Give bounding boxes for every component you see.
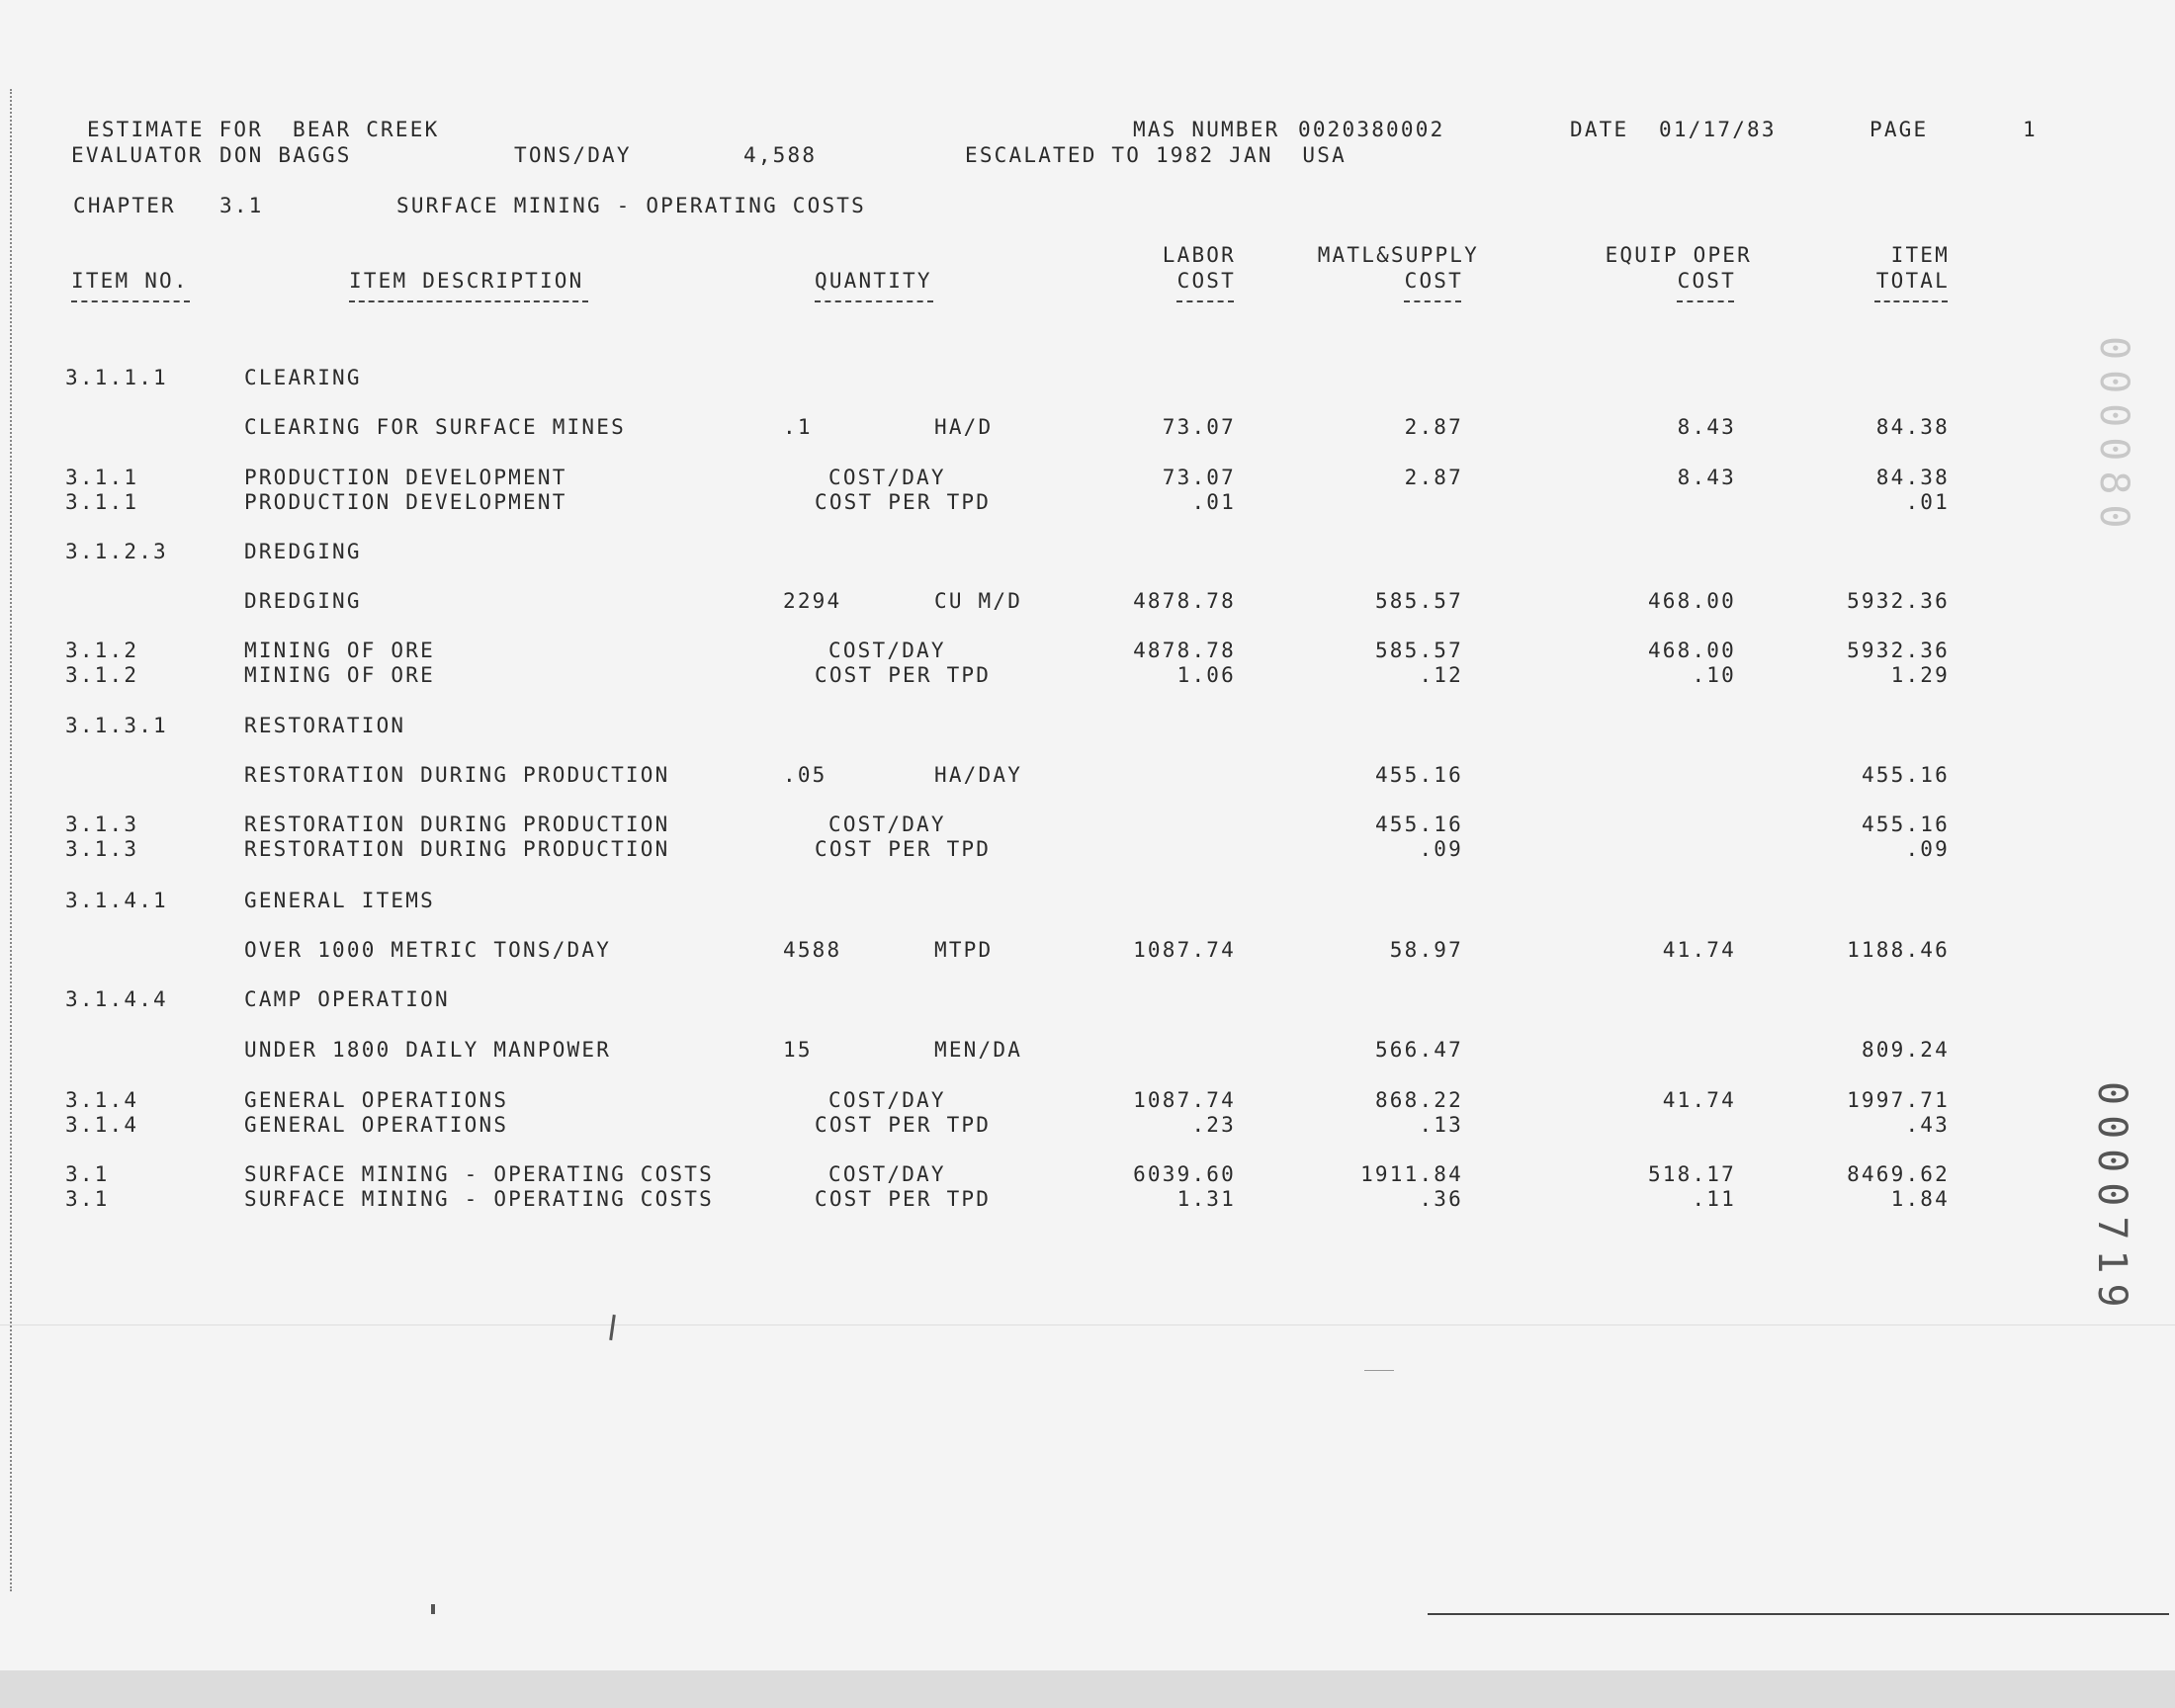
cell-matl-supply-cost: 455.16 xyxy=(1374,763,1463,787)
cell-item-total: 5932.36 xyxy=(1847,639,1950,662)
cell-labor-cost: 73.07 xyxy=(1162,415,1236,439)
page-number: 1 xyxy=(2023,118,2038,141)
mas-number-label: MAS NUMBER xyxy=(1133,118,1280,141)
cell-labor-cost: 4878.78 xyxy=(1133,589,1236,613)
cell-item-total: 8469.62 xyxy=(1847,1162,1950,1186)
cell-item-no: 3.1.4 xyxy=(65,1088,139,1112)
page-fold-line xyxy=(0,1324,2175,1325)
column-header-description: ITEM DESCRIPTION xyxy=(349,269,584,293)
cell-labor-cost: .23 xyxy=(1191,1113,1236,1137)
cell-item-total: 455.16 xyxy=(1861,812,1950,836)
cell-item-no: 3.1.2.3 xyxy=(65,540,168,563)
cell-item-total: .01 xyxy=(1905,490,1950,514)
cell-labor-cost: 6039.60 xyxy=(1133,1162,1236,1186)
cell-item-no: 3.1.3 xyxy=(65,837,139,861)
cell-unit: COST PER TPD xyxy=(815,663,992,687)
cell-equip-oper-cost: 41.74 xyxy=(1662,938,1736,962)
underline-matl xyxy=(1404,300,1461,302)
underline-description xyxy=(349,300,588,302)
cell-unit: COST PER TPD xyxy=(815,1187,992,1211)
page-label: PAGE xyxy=(1870,118,1929,141)
tons-per-day-label: TONS/DAY xyxy=(514,143,632,167)
cell-matl-supply-cost: .09 xyxy=(1419,837,1463,861)
tons-per-day-value: 4,588 xyxy=(743,143,818,167)
cell-description: GENERAL OPERATIONS xyxy=(244,1088,509,1112)
cell-labor-cost: 1.31 xyxy=(1176,1187,1236,1211)
underline-labor xyxy=(1176,300,1234,302)
underline-item-no xyxy=(71,300,190,302)
cell-labor-cost: 73.07 xyxy=(1162,466,1236,489)
cell-item-no: 3.1.1.1 xyxy=(65,366,168,389)
cell-description: RESTORATION DURING PRODUCTION xyxy=(244,763,670,787)
cell-unit: COST/DAY xyxy=(828,639,946,662)
cell-labor-cost: .01 xyxy=(1191,490,1236,514)
cell-labor-cost: 1087.74 xyxy=(1133,1088,1236,1112)
evaluator-label: EVALUATOR xyxy=(71,143,204,167)
date-label: DATE xyxy=(1570,118,1629,141)
cell-item-no: 3.1.4 xyxy=(65,1113,139,1137)
column-header-matl-line1: MATL&SUPPLY xyxy=(1317,243,1479,267)
cell-unit: COST/DAY xyxy=(828,466,946,489)
cell-matl-supply-cost: 2.87 xyxy=(1404,415,1463,439)
date-value: 01/17/83 xyxy=(1659,118,1777,141)
estimate-value: BEAR CREEK xyxy=(293,118,440,141)
cell-description: SURFACE MINING - OPERATING COSTS xyxy=(244,1187,714,1211)
cell-unit: COST/DAY xyxy=(828,812,946,836)
cell-equip-oper-cost: .11 xyxy=(1692,1187,1736,1211)
cell-item-total: 455.16 xyxy=(1861,763,1950,787)
estimate-label: ESTIMATE FOR xyxy=(87,118,264,141)
cell-description: CLEARING xyxy=(244,366,362,389)
cell-unit: MTPD xyxy=(934,938,994,962)
cell-item-total: .43 xyxy=(1905,1113,1950,1137)
cell-matl-supply-cost: .36 xyxy=(1419,1187,1463,1211)
cell-quantity: .05 xyxy=(783,763,827,787)
cell-item-total: 84.38 xyxy=(1875,415,1950,439)
cell-description: DREDGING xyxy=(244,540,362,563)
cell-equip-oper-cost: 468.00 xyxy=(1647,639,1736,662)
cell-matl-supply-cost: 585.57 xyxy=(1374,589,1463,613)
cell-equip-oper-cost: 8.43 xyxy=(1677,415,1736,439)
cell-item-total: 5932.36 xyxy=(1847,589,1950,613)
cell-unit: MEN/DA xyxy=(934,1038,1023,1062)
cell-unit: COST PER TPD xyxy=(815,1113,992,1137)
bottom-rule xyxy=(1428,1613,2169,1615)
cell-unit: COST/DAY xyxy=(828,1088,946,1112)
column-header-total-line1: ITEM xyxy=(1890,243,1950,267)
cell-quantity: 15 xyxy=(783,1038,813,1062)
cell-description: RESTORATION DURING PRODUCTION xyxy=(244,812,670,836)
cell-matl-supply-cost: 455.16 xyxy=(1374,812,1463,836)
cell-quantity: 2294 xyxy=(783,589,842,613)
chapter-label: CHAPTER xyxy=(73,194,176,217)
column-header-equip-line1: EQUIP OPER xyxy=(1605,243,1752,267)
cell-unit: CU M/D xyxy=(934,589,1023,613)
cell-unit: HA/D xyxy=(934,415,994,439)
column-header-quantity: QUANTITY xyxy=(815,269,932,293)
cell-equip-oper-cost: .10 xyxy=(1692,663,1736,687)
cell-item-total: 809.24 xyxy=(1861,1038,1950,1062)
column-header-item-no: ITEM NO. xyxy=(71,269,189,293)
cell-equip-oper-cost: 518.17 xyxy=(1647,1162,1736,1186)
pencil-dash xyxy=(1364,1370,1394,1371)
cell-matl-supply-cost: .12 xyxy=(1419,663,1463,687)
cell-item-no: 3.1.4.1 xyxy=(65,889,168,912)
faint-stamp-number: 000080 xyxy=(2091,336,2136,539)
evaluator-value: DON BAGGS xyxy=(219,143,352,167)
cell-matl-supply-cost: 2.87 xyxy=(1404,466,1463,489)
cell-item-no: 3.1.3 xyxy=(65,812,139,836)
cell-description: OVER 1000 METRIC TONS/DAY xyxy=(244,938,612,962)
cell-item-total: 1188.46 xyxy=(1847,938,1950,962)
cell-equip-oper-cost: 468.00 xyxy=(1647,589,1736,613)
underline-total xyxy=(1874,300,1948,302)
cell-labor-cost: 1.06 xyxy=(1176,663,1236,687)
cell-item-total: 84.38 xyxy=(1875,466,1950,489)
cell-description: GENERAL OPERATIONS xyxy=(244,1113,509,1137)
cell-equip-oper-cost: 8.43 xyxy=(1677,466,1736,489)
column-header-equip-line2: COST xyxy=(1677,269,1736,293)
cell-item-total: 1.84 xyxy=(1890,1187,1950,1211)
pen-mark xyxy=(609,1315,616,1340)
cell-item-no: 3.1.1 xyxy=(65,490,139,514)
cell-quantity: .1 xyxy=(783,415,813,439)
column-header-matl-line2: COST xyxy=(1404,269,1463,293)
cell-unit: HA/DAY xyxy=(934,763,1023,787)
ink-dot xyxy=(431,1604,435,1614)
cell-description: UNDER 1800 DAILY MANPOWER xyxy=(244,1038,612,1062)
cell-description: PRODUCTION DEVELOPMENT xyxy=(244,466,567,489)
cell-unit: COST PER TPD xyxy=(815,490,992,514)
cell-item-no: 3.1.2 xyxy=(65,639,139,662)
cell-item-no: 3.1.4.4 xyxy=(65,987,168,1011)
mas-number-value: 0020380002 xyxy=(1298,118,1445,141)
cell-description: PRODUCTION DEVELOPMENT xyxy=(244,490,567,514)
cell-item-no: 3.1.3.1 xyxy=(65,714,168,737)
column-header-total-line2: TOTAL xyxy=(1875,269,1950,293)
cell-matl-supply-cost: 585.57 xyxy=(1374,639,1463,662)
escalation-note: ESCALATED TO 1982 JAN USA xyxy=(965,143,1347,167)
cell-description: MINING OF ORE xyxy=(244,663,435,687)
chapter-title: SURFACE MINING - OPERATING COSTS xyxy=(396,194,866,217)
cell-item-total: .09 xyxy=(1905,837,1950,861)
underline-quantity xyxy=(815,300,933,302)
cell-description: MINING OF ORE xyxy=(244,639,435,662)
cell-matl-supply-cost: 58.97 xyxy=(1389,938,1463,962)
cell-item-no: 3.1.2 xyxy=(65,663,139,687)
left-margin-perforation xyxy=(10,89,12,1591)
cell-description: RESTORATION xyxy=(244,714,406,737)
cell-item-no: 3.1 xyxy=(65,1187,110,1211)
cell-labor-cost: 1087.74 xyxy=(1133,938,1236,962)
cell-matl-supply-cost: 566.47 xyxy=(1374,1038,1463,1062)
cell-unit: COST PER TPD xyxy=(815,837,992,861)
cell-item-total: 1997.71 xyxy=(1847,1088,1950,1112)
column-header-labor-line1: LABOR xyxy=(1162,243,1236,267)
cell-item-no: 3.1 xyxy=(65,1162,110,1186)
scan-border xyxy=(0,1670,2175,1708)
cell-matl-supply-cost: 1911.84 xyxy=(1360,1162,1463,1186)
cell-item-no: 3.1.1 xyxy=(65,466,139,489)
column-header-labor-line2: COST xyxy=(1176,269,1236,293)
side-stamp-number: 0000719 xyxy=(2089,1081,2134,1318)
underline-equip xyxy=(1677,300,1734,302)
cell-description: RESTORATION DURING PRODUCTION xyxy=(244,837,670,861)
cell-labor-cost: 4878.78 xyxy=(1133,639,1236,662)
cell-matl-supply-cost: .13 xyxy=(1419,1113,1463,1137)
chapter-number: 3.1 xyxy=(219,194,264,217)
cell-description: CLEARING FOR SURFACE MINES xyxy=(244,415,626,439)
cell-equip-oper-cost: 41.74 xyxy=(1662,1088,1736,1112)
cell-item-total: 1.29 xyxy=(1890,663,1950,687)
cell-description: GENERAL ITEMS xyxy=(244,889,435,912)
cell-description: DREDGING xyxy=(244,589,362,613)
cell-quantity: 4588 xyxy=(783,938,842,962)
cell-description: CAMP OPERATION xyxy=(244,987,450,1011)
cell-description: SURFACE MINING - OPERATING COSTS xyxy=(244,1162,714,1186)
cell-matl-supply-cost: 868.22 xyxy=(1374,1088,1463,1112)
cell-unit: COST/DAY xyxy=(828,1162,946,1186)
